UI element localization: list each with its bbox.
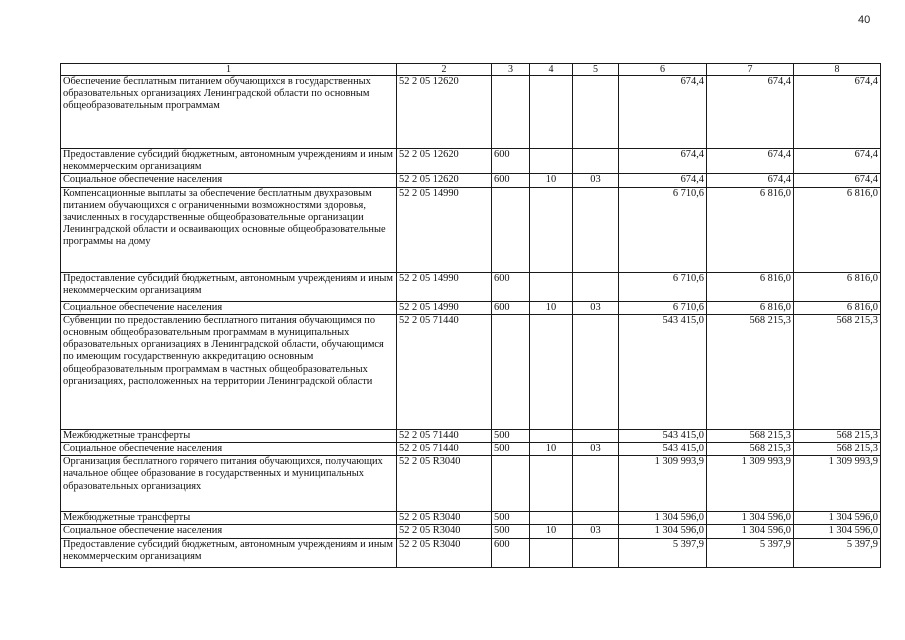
cell-amount-1: 543 415,0 [619, 443, 707, 456]
header-cell: 4 [530, 64, 573, 76]
cell-expense-type: 600 [492, 174, 530, 187]
cell-target-code: 52 2 05 R3040 [397, 538, 492, 567]
cell-target-code: 52 2 05 71440 [397, 314, 492, 429]
cell-amount-3: 568 215,3 [794, 443, 881, 456]
cell-name: Социальное обеспечение населения [61, 174, 397, 187]
cell-amount-2: 674,4 [707, 76, 794, 149]
cell-amount-1: 6 710,6 [619, 272, 707, 301]
cell-section [530, 76, 573, 149]
cell-subsection: 03 [573, 525, 619, 538]
cell-amount-3: 1 309 993,9 [794, 456, 881, 512]
cell-amount-1: 674,4 [619, 149, 707, 174]
cell-amount-2: 568 215,3 [707, 443, 794, 456]
budget-table [60, 63, 881, 568]
table-row [61, 272, 881, 301]
table-row [61, 512, 881, 525]
table-row [61, 174, 881, 187]
cell-subsection [573, 76, 619, 149]
cell-amount-1: 1 309 993,9 [619, 456, 707, 512]
cell-target-code: 52 2 05 R3040 [397, 456, 492, 512]
cell-amount-1: 674,4 [619, 76, 707, 149]
cell-amount-1: 5 397,9 [619, 538, 707, 567]
cell-amount-2: 1 309 993,9 [707, 456, 794, 512]
cell-expense-type: 600 [492, 538, 530, 567]
cell-amount-1: 1 304 596,0 [619, 525, 707, 538]
cell-section [530, 456, 573, 512]
table-row [61, 187, 881, 272]
cell-expense-type: 600 [492, 301, 530, 314]
header-row [61, 64, 881, 76]
cell-amount-3: 674,4 [794, 149, 881, 174]
cell-amount-3: 1 304 596,0 [794, 525, 881, 538]
cell-target-code: 52 2 05 12620 [397, 76, 492, 149]
page-number: 40 [858, 14, 871, 26]
header-cell: 7 [707, 64, 794, 76]
cell-amount-2: 5 397,9 [707, 538, 794, 567]
cell-target-code: 52 2 05 12620 [397, 174, 492, 187]
cell-amount-3: 6 816,0 [794, 187, 881, 272]
cell-amount-1: 1 304 596,0 [619, 512, 707, 525]
cell-expense-type [492, 76, 530, 149]
header-cell: 3 [492, 64, 530, 76]
cell-amount-2: 674,4 [707, 174, 794, 187]
cell-amount-2: 6 816,0 [707, 187, 794, 272]
cell-target-code: 52 2 05 R3040 [397, 525, 492, 538]
cell-amount-3: 568 215,3 [794, 314, 881, 429]
cell-subsection [573, 272, 619, 301]
cell-expense-type: 600 [492, 149, 530, 174]
cell-amount-2: 568 215,3 [707, 314, 794, 429]
cell-amount-3: 674,4 [794, 174, 881, 187]
cell-amount-2: 674,4 [707, 149, 794, 174]
cell-name: Субвенции по предоставлению бесплатного питания обучающимся по основным общеобразовательным программам в муниципальных образовательных организациях в Ленинградской области, обучающимся по имеющим государственную аккредитацию основным общеобразовательным программам в частных общеобразовательных организациях, расположенных на территории Ленинградской области [61, 314, 397, 429]
cell-section [530, 512, 573, 525]
cell-amount-2: 6 816,0 [707, 301, 794, 314]
cell-amount-2: 1 304 596,0 [707, 525, 794, 538]
cell-target-code: 52 2 05 R3040 [397, 512, 492, 525]
cell-section [530, 149, 573, 174]
cell-subsection [573, 512, 619, 525]
cell-section: 10 [530, 443, 573, 456]
cell-name: Организация бесплатного горячего питания обучающихся, получающих начальное общее образование в государственных и муниципальных образовательных организациях [61, 456, 397, 512]
table-row [61, 314, 881, 429]
cell-subsection [573, 314, 619, 429]
cell-section [530, 429, 573, 442]
cell-amount-3: 1 304 596,0 [794, 512, 881, 525]
cell-target-code: 52 2 05 14990 [397, 272, 492, 301]
table-row [61, 525, 881, 538]
cell-name: Межбюджетные трансферты [61, 429, 397, 442]
table-row [61, 76, 881, 149]
cell-section: 10 [530, 174, 573, 187]
cell-amount-3: 6 816,0 [794, 272, 881, 301]
cell-amount-1: 543 415,0 [619, 314, 707, 429]
table-row [61, 301, 881, 314]
cell-name: Межбюджетные трансферты [61, 512, 397, 525]
cell-name: Предоставление субсидий бюджетным, автономным учреждениям и иным некоммерческим организациям [61, 149, 397, 174]
budget-table-body [61, 64, 881, 568]
cell-subsection [573, 149, 619, 174]
cell-section: 10 [530, 301, 573, 314]
cell-name: Предоставление субсидий бюджетным, автономным учреждениям и иным некоммерческим организациям [61, 538, 397, 567]
cell-expense-type [492, 314, 530, 429]
cell-amount-2: 6 816,0 [707, 272, 794, 301]
cell-expense-type [492, 456, 530, 512]
header-cell: 5 [573, 64, 619, 76]
cell-subsection [573, 187, 619, 272]
cell-subsection: 03 [573, 443, 619, 456]
cell-section [530, 272, 573, 301]
cell-target-code: 52 2 05 12620 [397, 149, 492, 174]
cell-section [530, 314, 573, 429]
cell-subsection [573, 429, 619, 442]
cell-name: Предоставление субсидий бюджетным, автономным учреждениям и иным некоммерческим организациям [61, 272, 397, 301]
header-cell: 1 [61, 64, 397, 76]
table-row [61, 456, 881, 512]
header-cell: 2 [397, 64, 492, 76]
header-cell: 6 [619, 64, 707, 76]
cell-expense-type [492, 187, 530, 272]
cell-subsection: 03 [573, 301, 619, 314]
cell-expense-type: 600 [492, 272, 530, 301]
cell-amount-1: 6 710,6 [619, 187, 707, 272]
cell-amount-3: 568 215,3 [794, 429, 881, 442]
cell-section [530, 538, 573, 567]
cell-target-code: 52 2 05 14990 [397, 301, 492, 314]
table-row [61, 429, 881, 442]
cell-subsection [573, 456, 619, 512]
cell-amount-1: 6 710,6 [619, 301, 707, 314]
cell-amount-3: 6 816,0 [794, 301, 881, 314]
cell-name: Социальное обеспечение населения [61, 525, 397, 538]
header-cell: 8 [794, 64, 881, 76]
cell-name: Социальное обеспечение населения [61, 301, 397, 314]
cell-target-code: 52 2 05 71440 [397, 443, 492, 456]
cell-name: Компенсационные выплаты за обеспечение бесплатным двухразовым питанием обучающихся с ограниченными возможностями здоровья, зачисленных в государственные общеобразовательные организации Ленинградской области и осваивающих основные общеобразовательные программы на дому [61, 187, 397, 272]
cell-amount-1: 543 415,0 [619, 429, 707, 442]
cell-target-code: 52 2 05 14990 [397, 187, 492, 272]
table-row [61, 443, 881, 456]
cell-amount-3: 5 397,9 [794, 538, 881, 567]
cell-amount-2: 568 215,3 [707, 429, 794, 442]
cell-amount-1: 674,4 [619, 174, 707, 187]
cell-target-code: 52 2 05 71440 [397, 429, 492, 442]
cell-name: Обеспечение бесплатным питанием обучающихся в государственных образовательных организациях Ленинградской области по основным общеобразовательным программам [61, 76, 397, 149]
table-row [61, 538, 881, 567]
cell-section [530, 187, 573, 272]
cell-expense-type: 500 [492, 429, 530, 442]
cell-amount-3: 674,4 [794, 76, 881, 149]
cell-subsection [573, 538, 619, 567]
cell-name: Социальное обеспечение населения [61, 443, 397, 456]
cell-expense-type: 500 [492, 443, 530, 456]
cell-amount-2: 1 304 596,0 [707, 512, 794, 525]
table-row [61, 149, 881, 174]
cell-subsection: 03 [573, 174, 619, 187]
cell-section: 10 [530, 525, 573, 538]
cell-expense-type: 500 [492, 525, 530, 538]
cell-expense-type: 500 [492, 512, 530, 525]
